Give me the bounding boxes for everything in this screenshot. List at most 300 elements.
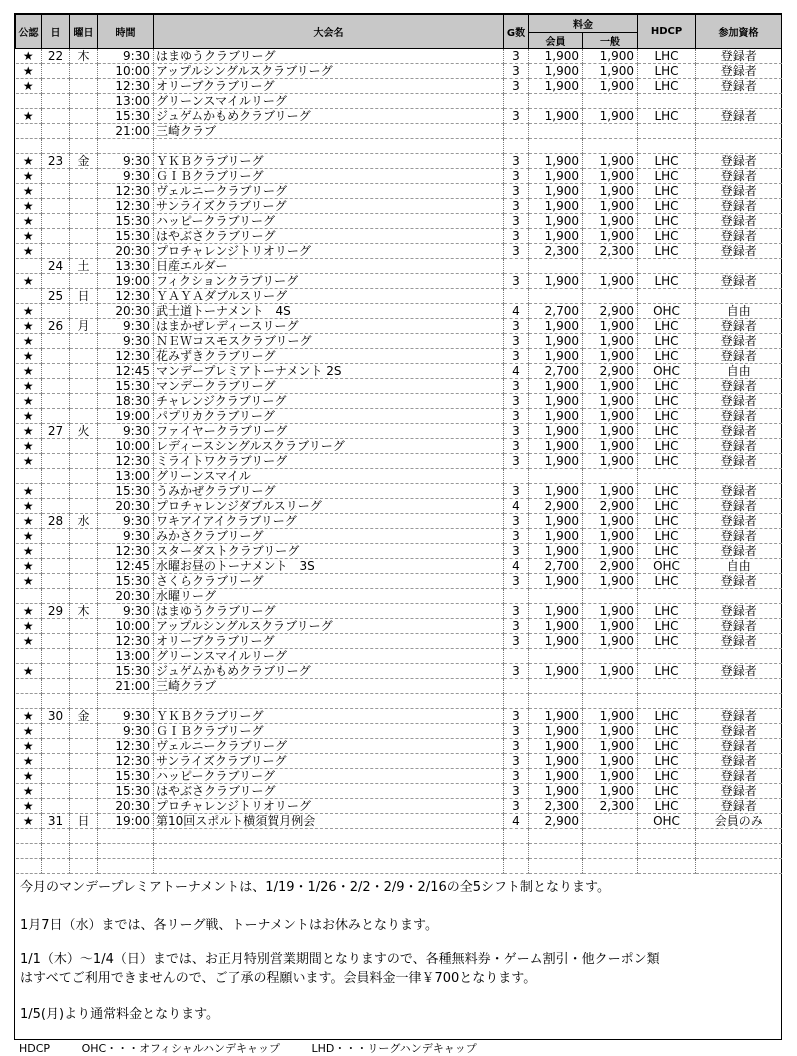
eligibility-cell: 登録者 xyxy=(696,79,782,94)
weekday-cell: 月 xyxy=(70,319,98,334)
day-cell xyxy=(42,214,70,229)
official-mark xyxy=(16,679,42,694)
general-fee: 1,900 xyxy=(583,784,638,799)
official-mark: ★ xyxy=(16,304,42,319)
weekday-cell xyxy=(70,364,98,379)
hdcp-cell: LHC xyxy=(638,514,696,529)
official-mark: ★ xyxy=(16,199,42,214)
weekday-cell: 火 xyxy=(70,424,98,439)
eligibility-cell: 登録者 xyxy=(696,784,782,799)
day-cell xyxy=(42,169,70,184)
event-name: ジュゲムかもめクラブリーグ xyxy=(154,109,504,124)
table-row xyxy=(16,589,782,604)
event-name: 日産エルダー xyxy=(154,259,504,274)
games-cell: 4 xyxy=(504,364,529,379)
official-mark: ★ xyxy=(16,229,42,244)
table-row xyxy=(16,64,782,79)
eligibility-cell: 登録者 xyxy=(696,604,782,619)
eligibility-cell: 登録者 xyxy=(696,184,782,199)
games-cell xyxy=(504,694,529,709)
event-name: ハッピークラブリーグ xyxy=(154,769,504,784)
games-cell: 3 xyxy=(504,394,529,409)
games-cell: 3 xyxy=(504,214,529,229)
general-fee: 1,900 xyxy=(583,529,638,544)
games-cell: 3 xyxy=(504,169,529,184)
hdcp-cell xyxy=(638,649,696,664)
hdcp-cell: LHC xyxy=(638,379,696,394)
event-name: スターダストクラブリーグ xyxy=(154,544,504,559)
event-name: プロチャレンジトリオリーグ xyxy=(154,244,504,259)
eligibility-cell: 登録者 xyxy=(696,214,782,229)
event-name: 第10回スポルト横須賀月例会 xyxy=(154,814,504,829)
table-row xyxy=(16,424,782,439)
event-name: ＹＫＢクラブリーグ xyxy=(154,154,504,169)
member-fee: 1,900 xyxy=(529,169,583,184)
eligibility-cell xyxy=(696,289,782,304)
official-mark: ★ xyxy=(16,604,42,619)
event-name xyxy=(154,859,504,874)
event-name: はまゆうクラブリーグ xyxy=(154,604,504,619)
official-mark: ★ xyxy=(16,769,42,784)
weekday-cell: 日 xyxy=(70,814,98,829)
official-mark: ★ xyxy=(16,379,42,394)
general-fee: 2,900 xyxy=(583,304,638,319)
day-cell xyxy=(42,109,70,124)
time-cell: 12:30 xyxy=(98,544,154,559)
eligibility-cell: 登録者 xyxy=(696,169,782,184)
day-cell xyxy=(42,199,70,214)
eligibility-cell: 登録者 xyxy=(696,199,782,214)
event-name: うみかぜクラブリーグ xyxy=(154,484,504,499)
games-cell: 3 xyxy=(504,379,529,394)
member-fee: 1,900 xyxy=(529,484,583,499)
day-cell xyxy=(42,469,70,484)
time-cell: 19:00 xyxy=(98,814,154,829)
member-fee: 1,900 xyxy=(529,784,583,799)
time-cell: 21:00 xyxy=(98,124,154,139)
time-cell: 15:30 xyxy=(98,784,154,799)
footer-ohc: OHC・・・オフィシャルハンデキャップ xyxy=(81,1042,280,1055)
eligibility-cell xyxy=(696,139,782,154)
event-name: レディースシングルスクラブリーグ xyxy=(154,439,504,454)
eligibility-cell xyxy=(696,259,782,274)
hdcp-cell: LHC xyxy=(638,724,696,739)
official-mark xyxy=(16,694,42,709)
event-name: オリーブクラブリーグ xyxy=(154,634,504,649)
time-cell: 12:30 xyxy=(98,454,154,469)
weekday-cell xyxy=(70,94,98,109)
footer-lhd: LHD・・・リーグハンデキャップ xyxy=(311,1042,477,1055)
official-mark: ★ xyxy=(16,514,42,529)
member-fee: 1,900 xyxy=(529,394,583,409)
hdcp-cell: LHC xyxy=(638,544,696,559)
time-cell: 12:30 xyxy=(98,754,154,769)
table-row xyxy=(16,829,782,844)
official-mark xyxy=(16,859,42,874)
eligibility-cell: 登録者 xyxy=(696,229,782,244)
games-cell: 3 xyxy=(504,799,529,814)
official-mark: ★ xyxy=(16,484,42,499)
hdcp-cell: LHC xyxy=(638,634,696,649)
event-name: チャレンジクラブリーグ xyxy=(154,394,504,409)
time-cell: 9:30 xyxy=(98,604,154,619)
official-mark: ★ xyxy=(16,499,42,514)
event-name: サンライズクラブリーグ xyxy=(154,754,504,769)
general-fee: 1,900 xyxy=(583,109,638,124)
header-member: 会員 xyxy=(529,33,583,49)
weekday-cell xyxy=(70,244,98,259)
games-cell xyxy=(504,829,529,844)
time-cell: 15:30 xyxy=(98,229,154,244)
day-cell xyxy=(42,859,70,874)
member-fee: 1,900 xyxy=(529,634,583,649)
member-fee: 2,700 xyxy=(529,559,583,574)
games-cell: 3 xyxy=(504,49,529,64)
header-hdcp: HDCP xyxy=(638,15,696,49)
weekday-cell xyxy=(70,79,98,94)
hdcp-cell xyxy=(638,289,696,304)
general-fee: 2,300 xyxy=(583,799,638,814)
day-cell xyxy=(42,334,70,349)
time-cell: 10:00 xyxy=(98,439,154,454)
member-fee xyxy=(529,259,583,274)
eligibility-cell: 登録者 xyxy=(696,724,782,739)
day-cell: 31 xyxy=(42,814,70,829)
day-cell xyxy=(42,244,70,259)
table-row xyxy=(16,169,782,184)
hdcp-cell: OHC xyxy=(638,559,696,574)
eligibility-cell: 自由 xyxy=(696,304,782,319)
weekday-cell xyxy=(70,199,98,214)
member-fee xyxy=(529,844,583,859)
games-cell: 3 xyxy=(504,199,529,214)
weekday-cell xyxy=(70,769,98,784)
games-cell: 3 xyxy=(504,184,529,199)
event-name: はやぶさクラブリーグ xyxy=(154,784,504,799)
header-event: 大会名 xyxy=(154,15,504,49)
general-fee: 2,900 xyxy=(583,364,638,379)
weekday-cell xyxy=(70,544,98,559)
official-mark: ★ xyxy=(16,364,42,379)
event-name: みかさクラブリーグ xyxy=(154,529,504,544)
table-row xyxy=(16,289,782,304)
weekday-cell xyxy=(70,619,98,634)
day-cell xyxy=(42,499,70,514)
eligibility-cell: 会員のみ xyxy=(696,814,782,829)
general-fee: 1,900 xyxy=(583,394,638,409)
weekday-cell: 金 xyxy=(70,154,98,169)
games-cell xyxy=(504,679,529,694)
member-fee: 1,900 xyxy=(529,529,583,544)
weekday-cell xyxy=(70,739,98,754)
general-fee: 1,900 xyxy=(583,604,638,619)
weekday-cell xyxy=(70,64,98,79)
time-cell: 21:00 xyxy=(98,679,154,694)
weekday-cell xyxy=(70,214,98,229)
member-fee xyxy=(529,124,583,139)
games-cell: 3 xyxy=(504,154,529,169)
eligibility-cell: 登録者 xyxy=(696,754,782,769)
member-fee: 1,900 xyxy=(529,229,583,244)
time-cell: 10:00 xyxy=(98,619,154,634)
general-fee: 2,900 xyxy=(583,559,638,574)
day-cell xyxy=(42,79,70,94)
event-name: 花みずきクラブリーグ xyxy=(154,349,504,364)
eligibility-cell xyxy=(696,859,782,874)
table-row xyxy=(16,634,782,649)
day-cell xyxy=(42,229,70,244)
games-cell xyxy=(504,259,529,274)
eligibility-cell: 登録者 xyxy=(696,439,782,454)
general-fee: 1,900 xyxy=(583,619,638,634)
day-cell xyxy=(42,724,70,739)
hdcp-cell xyxy=(638,94,696,109)
event-name: アップルシングルスクラブリーグ xyxy=(154,619,504,634)
hdcp-cell: LHC xyxy=(638,109,696,124)
official-mark: ★ xyxy=(16,814,42,829)
hdcp-cell: LHC xyxy=(638,349,696,364)
table-row xyxy=(16,94,782,109)
header-official: 公認 xyxy=(16,15,42,49)
day-cell xyxy=(42,484,70,499)
games-cell: 3 xyxy=(504,664,529,679)
games-cell: 3 xyxy=(504,424,529,439)
official-mark: ★ xyxy=(16,529,42,544)
hdcp-cell: OHC xyxy=(638,814,696,829)
event-name: はまゆうクラブリーグ xyxy=(154,49,504,64)
day-cell xyxy=(42,739,70,754)
weekday-cell xyxy=(70,169,98,184)
official-mark: ★ xyxy=(16,319,42,334)
footer-legend xyxy=(19,1040,505,1056)
games-cell: 3 xyxy=(504,619,529,634)
table-row xyxy=(16,394,782,409)
event-name: ヴェルニークラブリーグ xyxy=(154,739,504,754)
hdcp-cell xyxy=(638,829,696,844)
table-row xyxy=(16,754,782,769)
official-mark: ★ xyxy=(16,184,42,199)
games-cell xyxy=(504,289,529,304)
eligibility-cell: 登録者 xyxy=(696,274,782,289)
general-fee: 1,900 xyxy=(583,544,638,559)
table-row xyxy=(16,274,782,289)
general-fee: 1,900 xyxy=(583,484,638,499)
weekday-cell: 土 xyxy=(70,259,98,274)
weekday-cell xyxy=(70,844,98,859)
table-row xyxy=(16,199,782,214)
games-cell xyxy=(504,139,529,154)
general-fee: 1,900 xyxy=(583,409,638,424)
schedule-body xyxy=(16,49,782,874)
general-fee: 1,900 xyxy=(583,214,638,229)
member-fee: 1,900 xyxy=(529,334,583,349)
weekday-cell xyxy=(70,679,98,694)
official-mark xyxy=(16,829,42,844)
general-fee: 1,900 xyxy=(583,754,638,769)
general-fee: 1,900 xyxy=(583,724,638,739)
official-mark: ★ xyxy=(16,784,42,799)
event-name: ハッピークラブリーグ xyxy=(154,214,504,229)
time-cell: 12:30 xyxy=(98,199,154,214)
hdcp-cell: LHC xyxy=(638,79,696,94)
table-row xyxy=(16,799,782,814)
time-cell: 15:30 xyxy=(98,484,154,499)
time-cell: 9:30 xyxy=(98,514,154,529)
member-fee: 1,900 xyxy=(529,619,583,634)
general-fee: 1,900 xyxy=(583,634,638,649)
eligibility-cell: 自由 xyxy=(696,559,782,574)
event-name: サンライズクラブリーグ xyxy=(154,199,504,214)
event-name: アップルシングルスクラブリーグ xyxy=(154,64,504,79)
games-cell: 3 xyxy=(504,409,529,424)
games-cell: 3 xyxy=(504,529,529,544)
time-cell: 13:00 xyxy=(98,649,154,664)
official-mark: ★ xyxy=(16,409,42,424)
hdcp-cell xyxy=(638,679,696,694)
hdcp-cell: LHC xyxy=(638,49,696,64)
weekday-cell xyxy=(70,469,98,484)
time-cell: 15:30 xyxy=(98,109,154,124)
day-cell: 28 xyxy=(42,514,70,529)
weekday-cell xyxy=(70,349,98,364)
eligibility-cell xyxy=(696,679,782,694)
member-fee xyxy=(529,829,583,844)
games-cell: 4 xyxy=(504,559,529,574)
hdcp-cell xyxy=(638,844,696,859)
hdcp-cell: LHC xyxy=(638,499,696,514)
time-cell: 9:30 xyxy=(98,154,154,169)
hdcp-cell: LHC xyxy=(638,409,696,424)
day-cell: 25 xyxy=(42,289,70,304)
time-cell: 15:30 xyxy=(98,664,154,679)
table-row xyxy=(16,709,782,724)
member-fee: 1,900 xyxy=(529,64,583,79)
hdcp-cell: LHC xyxy=(638,754,696,769)
day-cell xyxy=(42,589,70,604)
event-name: ＹＡＹＡダブルスリーグ xyxy=(154,289,504,304)
header-time: 時間 xyxy=(98,15,154,49)
hdcp-cell: LHC xyxy=(638,664,696,679)
eligibility-cell xyxy=(696,844,782,859)
table-row xyxy=(16,619,782,634)
day-cell xyxy=(42,529,70,544)
weekday-cell xyxy=(70,694,98,709)
games-cell: 3 xyxy=(504,784,529,799)
weekday-cell xyxy=(70,784,98,799)
event-name xyxy=(154,844,504,859)
schedule-page xyxy=(14,13,782,1040)
day-cell xyxy=(42,409,70,424)
official-mark xyxy=(16,124,42,139)
member-fee: 1,900 xyxy=(529,424,583,439)
time-cell: 9:30 xyxy=(98,49,154,64)
member-fee: 1,900 xyxy=(529,409,583,424)
weekday-cell xyxy=(70,304,98,319)
note-new-year-line2: はすべてご利用できませんので、ご了承の程願います。会員料金一律￥700となります。 xyxy=(20,971,537,986)
table-row xyxy=(16,559,782,574)
event-name: さくらクラブリーグ xyxy=(154,574,504,589)
member-fee: 1,900 xyxy=(529,454,583,469)
general-fee: 2,900 xyxy=(583,499,638,514)
general-fee xyxy=(583,814,638,829)
day-cell xyxy=(42,64,70,79)
day-cell xyxy=(42,394,70,409)
hdcp-cell: LHC xyxy=(638,739,696,754)
member-fee: 1,900 xyxy=(529,109,583,124)
official-mark: ★ xyxy=(16,64,42,79)
event-name: グリーンスマイルリーグ xyxy=(154,94,504,109)
table-row xyxy=(16,79,782,94)
eligibility-cell: 登録者 xyxy=(696,454,782,469)
eligibility-cell xyxy=(696,469,782,484)
weekday-cell xyxy=(70,379,98,394)
weekday-cell xyxy=(70,529,98,544)
table-row xyxy=(16,379,782,394)
time-cell: 20:30 xyxy=(98,589,154,604)
member-fee: 1,900 xyxy=(529,754,583,769)
table-row xyxy=(16,319,782,334)
general-fee: 1,900 xyxy=(583,319,638,334)
header-games: G数 xyxy=(504,15,529,49)
time-cell: 9:30 xyxy=(98,169,154,184)
table-header xyxy=(16,15,782,49)
member-fee xyxy=(529,859,583,874)
general-fee: 1,900 xyxy=(583,49,638,64)
eligibility-cell: 登録者 xyxy=(696,769,782,784)
day-cell: 30 xyxy=(42,709,70,724)
games-cell: 3 xyxy=(504,484,529,499)
general-fee: 1,900 xyxy=(583,439,638,454)
time-cell: 12:30 xyxy=(98,634,154,649)
hdcp-cell: LHC xyxy=(638,394,696,409)
day-cell xyxy=(42,694,70,709)
hdcp-cell: LHC xyxy=(638,244,696,259)
day-cell xyxy=(42,124,70,139)
table-row xyxy=(16,139,782,154)
table-row xyxy=(16,214,782,229)
weekday-cell xyxy=(70,484,98,499)
eligibility-cell: 登録者 xyxy=(696,664,782,679)
time-cell xyxy=(98,829,154,844)
hdcp-cell xyxy=(638,694,696,709)
games-cell xyxy=(504,844,529,859)
hdcp-cell: LHC xyxy=(638,334,696,349)
hdcp-cell xyxy=(638,259,696,274)
member-fee: 1,900 xyxy=(529,739,583,754)
table-row xyxy=(16,814,782,829)
general-fee: 1,900 xyxy=(583,739,638,754)
weekday-cell xyxy=(70,724,98,739)
weekday-cell: 日 xyxy=(70,289,98,304)
member-fee: 1,900 xyxy=(529,274,583,289)
weekday-cell xyxy=(70,559,98,574)
games-cell: 3 xyxy=(504,319,529,334)
eligibility-cell xyxy=(696,589,782,604)
event-name: プロチャレンジダブルスリーグ xyxy=(154,499,504,514)
general-fee xyxy=(583,859,638,874)
official-mark: ★ xyxy=(16,154,42,169)
weekday-cell xyxy=(70,109,98,124)
time-cell: 13:30 xyxy=(98,259,154,274)
footer-hdcp: HDCP xyxy=(19,1042,51,1055)
time-cell: 15:30 xyxy=(98,769,154,784)
day-cell xyxy=(42,139,70,154)
eligibility-cell xyxy=(696,124,782,139)
weekday-cell: 木 xyxy=(70,49,98,64)
general-fee: 1,900 xyxy=(583,349,638,364)
games-cell: 3 xyxy=(504,574,529,589)
eligibility-cell: 登録者 xyxy=(696,739,782,754)
